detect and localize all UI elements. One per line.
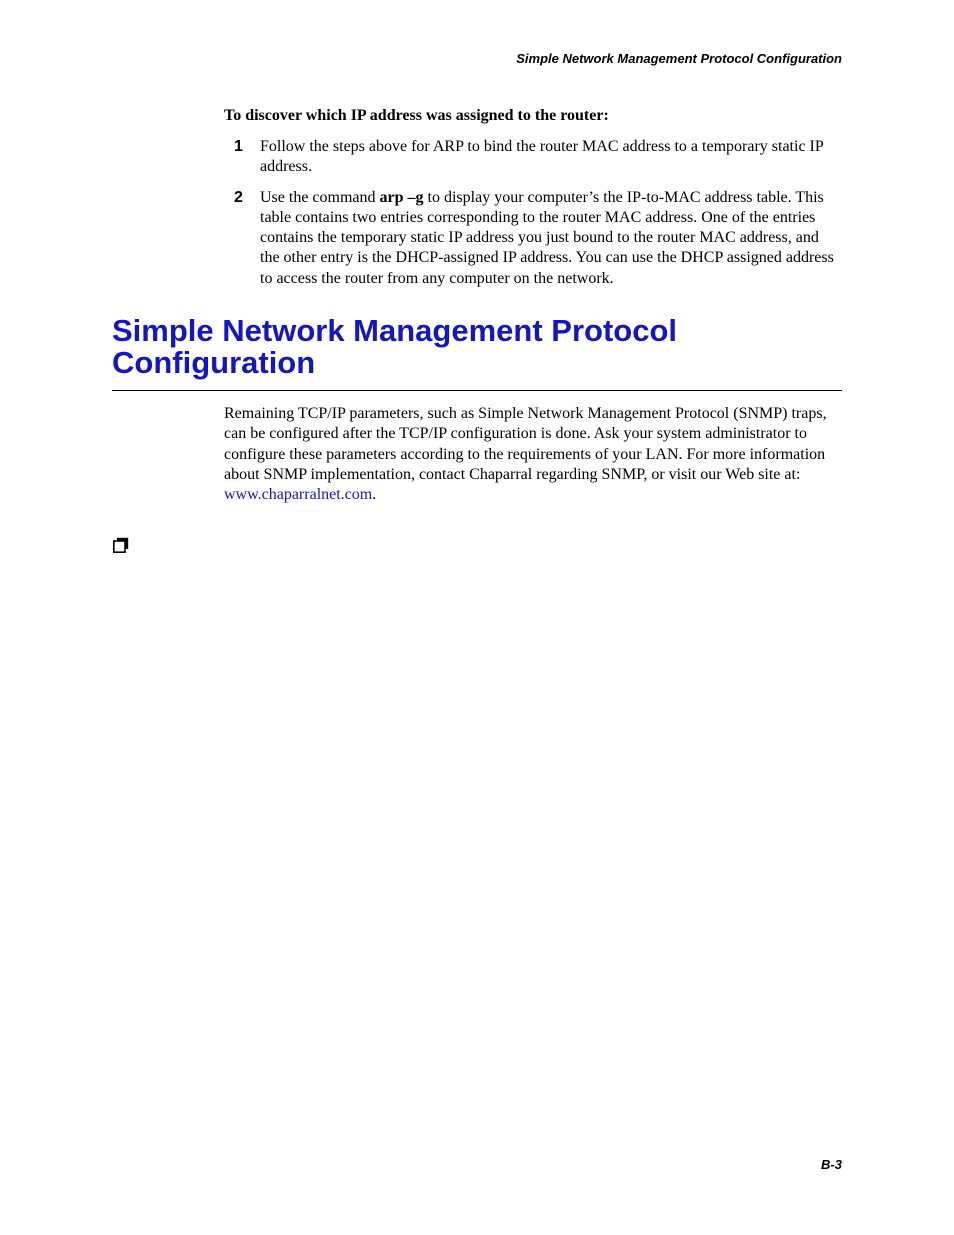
command-text: arp –g <box>379 188 424 206</box>
body-text: Remaining TCP/IP parameters, such as Simple Network Management Protocol (SNMP) traps, can be configured after the TCP/IP configuration is done. Ask your system administrator to configure these parameters according to the requirements of your LAN. For more information about SNMP implementation, contact Chaparral regarding SNMP, or visit our Web site at: <box>224 405 827 483</box>
step-2 <box>224 188 842 289</box>
procedure-heading: To discover which IP address was assigned to the router: <box>224 107 609 124</box>
procedure-steps <box>224 137 842 299</box>
running-header: Simple Network Management Protocol Configuration <box>516 51 842 66</box>
step-text: Follow the steps above for ARP to bind the router MAC address to a temporary static IP address. <box>260 138 824 176</box>
step-text-after: to display your computer’s the IP-to-MAC address table. This table contains two entries corresponding to the router MAC address. One of the entries contains the temporary static IP address you just bound to the router MAC address, and the other entry is the DHCP-assigned IP address. You can use the DHCP assigned address to access the router from any computer on the network. <box>260 188 834 287</box>
section-heading: Simple Network Management Protocol Configuration <box>112 313 677 380</box>
body-text-end: . <box>372 486 377 504</box>
end-of-section-icon <box>113 537 129 553</box>
section-body <box>224 404 842 505</box>
step-number: 2 <box>234 188 243 206</box>
page-number: B-3 <box>821 1157 842 1172</box>
step-number: 1 <box>234 138 243 155</box>
step-1 <box>224 137 842 178</box>
website-link[interactable]: www.chaparralnet.com <box>224 486 373 504</box>
section-divider <box>112 390 842 391</box>
step-text-before: Use the command <box>260 188 380 206</box>
